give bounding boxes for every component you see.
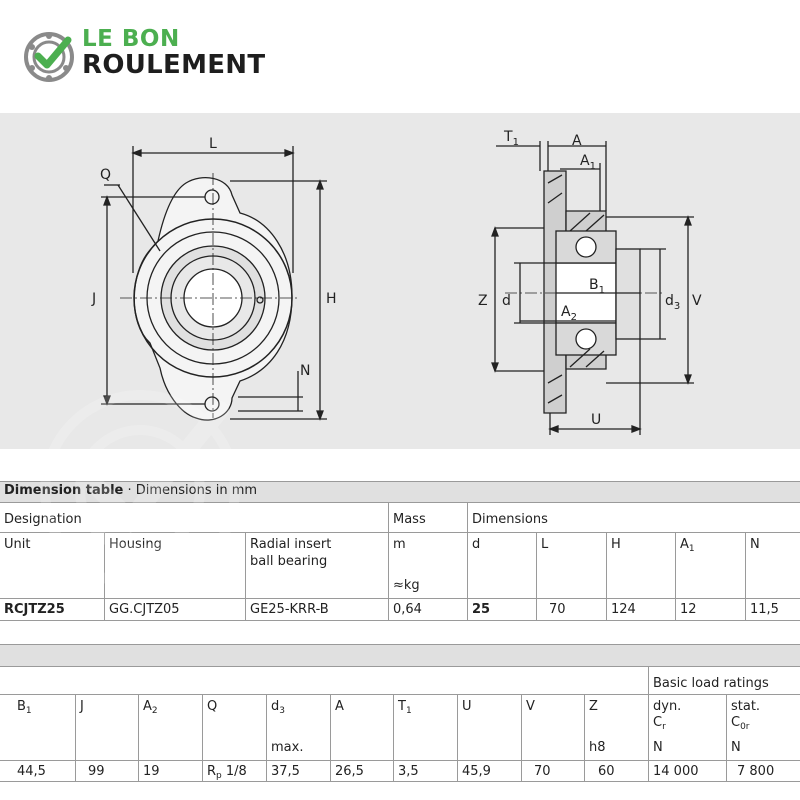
col-stat-unit: N [731, 740, 741, 755]
logo-line1: LE BON [82, 26, 180, 52]
col-J: J [80, 699, 84, 714]
label-N: N [300, 363, 311, 379]
row-insert: GE25-KRR-B [250, 602, 329, 617]
logo-line2: ROULEMENT [82, 50, 266, 80]
col-Z-note: h8 [589, 740, 606, 755]
front-view [101, 146, 327, 420]
col-A1: $A_1$ [680, 537, 695, 554]
row-C0r: 7 800 [737, 764, 775, 779]
label-Q: Q [100, 167, 112, 183]
label-T1: $T_1$ [504, 129, 519, 148]
col-housing: Housing [109, 537, 162, 552]
row-U: 45,9 [462, 764, 491, 779]
label-U: U [591, 412, 602, 428]
col-N: N [750, 537, 760, 552]
col-U: U [462, 699, 472, 714]
col-Cr: $C_r$ [653, 715, 666, 732]
row-d: 25 [472, 602, 491, 617]
row-B1: 44,5 [17, 764, 46, 779]
row-Cr: 14 000 [653, 764, 699, 779]
row-A1: 12 [680, 602, 697, 617]
row-H: 124 [611, 602, 636, 617]
col-L: L [541, 537, 549, 552]
col-d: d [472, 537, 481, 552]
col-mass-unit: ≈kg [393, 578, 420, 593]
col-A: A [335, 699, 344, 714]
brand-logo[interactable] [24, 26, 304, 90]
group-load-ratings: Basic load ratings [653, 676, 769, 691]
col-unit: Unit [4, 537, 31, 552]
group-designation: Designation [4, 512, 82, 527]
col-dyn-unit: N [653, 740, 663, 755]
row-unit: RCJTZ25 [4, 602, 65, 617]
row-housing: GG.CJTZ05 [109, 602, 180, 617]
label-B1: $B_1$ [589, 277, 605, 296]
col-Q: Q [207, 699, 218, 714]
row-T1: 3,5 [398, 764, 419, 779]
col-H: H [611, 537, 621, 552]
col-Z: Z [589, 699, 598, 714]
label-d3: $d_3$ [665, 293, 681, 312]
row-L: 70 [549, 602, 566, 617]
col-T1: $T_1$ [398, 699, 412, 716]
label-J: J [92, 291, 97, 307]
label-A2: $A_2$ [561, 304, 577, 323]
row-J: 99 [88, 764, 105, 779]
table-title-separator: · [123, 483, 136, 498]
label-V: V [692, 293, 702, 309]
col-V: V [526, 699, 535, 714]
label-L: L [209, 136, 217, 152]
technical-drawing [0, 113, 800, 449]
col-C0r: $C_{0r}$ [731, 715, 750, 732]
col-dyn: dyn. [653, 699, 682, 714]
col-B1: $B_1$ [17, 699, 32, 716]
dimension-table-title [0, 481, 800, 502]
row-d3: 37,5 [271, 764, 300, 779]
table2-header-bar [0, 644, 800, 666]
table-unit-note: Dimensions in mm [135, 483, 258, 498]
row-N: 11,5 [750, 602, 779, 617]
row-Q: $R_p$ 1/8 [207, 764, 247, 781]
label-H: H [326, 291, 337, 307]
label-d: d [502, 293, 511, 309]
col-stat: stat. [731, 699, 761, 714]
group-dimensions: Dimensions [472, 512, 548, 527]
table-title: Dimension table [4, 483, 124, 498]
row-A2: 19 [143, 764, 160, 779]
col-A2: $A_2$ [143, 699, 158, 716]
row-mass: 0,64 [393, 602, 422, 617]
row-A: 26,5 [335, 764, 364, 779]
col-mass-symbol: m [393, 537, 406, 552]
row-Z: 60 [598, 764, 615, 779]
col-insert-line2: ball bearing [250, 554, 328, 569]
row-V: 70 [534, 764, 551, 779]
label-A: A [572, 133, 582, 149]
bearing-check-icon [24, 30, 78, 84]
col-d3-note: max. [271, 740, 304, 755]
label-Z: Z [478, 293, 488, 309]
group-mass: Mass [393, 512, 426, 527]
col-d3: $d_3$ [271, 699, 285, 716]
col-insert-line1: Radial insert [250, 537, 332, 552]
label-A1: $A_1$ [580, 153, 596, 172]
